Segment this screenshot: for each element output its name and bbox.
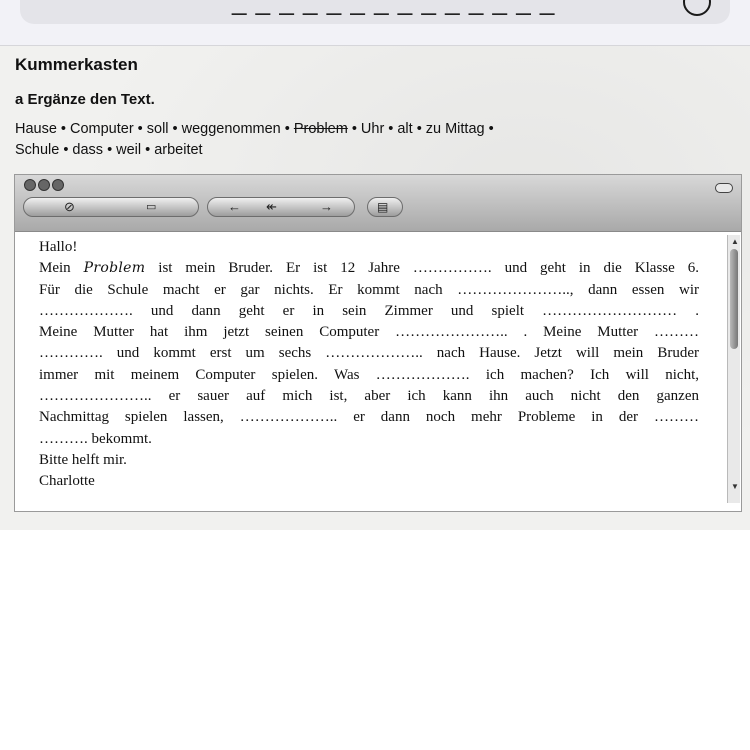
word-bank-separator: •	[63, 142, 69, 158]
letter-line: …………. und kommt erst um sechs ……………….. nach Hause. Jetzt will mein Bruder	[39, 345, 699, 362]
back-arrow-icon[interactable]: ←	[228, 199, 241, 214]
word-bank-item: arbeitet	[154, 142, 203, 158]
minimize-window-icon[interactable]	[38, 179, 50, 191]
section-title: Kummerkasten	[15, 55, 138, 74]
forward-arrow-icon[interactable]: →	[320, 199, 333, 214]
print-button[interactable]	[367, 197, 403, 217]
letter-line-rest: ist mein Bruder. Er ist 12 Jahre ……………. und geht in die Klasse 6.	[145, 260, 700, 277]
toolbar-group-nav	[207, 197, 355, 217]
handwritten-answer: Problem	[83, 260, 146, 277]
letter-line: ………………. und dann geht er in sein Zimmer und spielt ……………………… .	[39, 302, 699, 319]
stop-icon[interactable]: ⊘	[64, 199, 75, 214]
document-icon[interactable]: ▭	[146, 201, 157, 213]
word-bank-separator: •	[388, 121, 394, 137]
top-bar	[0, 0, 750, 46]
letter-text	[39, 237, 699, 493]
word-bank-item: Uhr	[360, 121, 385, 137]
scroll-down-icon[interactable]: ▼	[731, 482, 739, 491]
scrollbar[interactable]	[727, 235, 740, 503]
letter-line: Meine Mutter hat ihm jetzt seinen Computer ………………….. . Meine Mutter ………	[39, 324, 699, 341]
word-bank-item: dass	[72, 142, 104, 158]
letter-line	[39, 258, 699, 279]
word-bank-separator: •	[60, 121, 66, 137]
word-bank-separator: •	[351, 121, 357, 137]
print-icon: ▤	[377, 200, 389, 214]
letter-line: ………. bekommt.	[39, 430, 152, 447]
word-bank-separator: •	[137, 121, 143, 137]
mail-window	[14, 174, 742, 512]
word-bank-item: Computer	[70, 121, 134, 137]
close-window-icon[interactable]	[24, 179, 36, 191]
word-bank-separator: •	[107, 142, 113, 158]
word-bank-item: weil	[116, 142, 142, 158]
word-bank-item: soll	[146, 121, 169, 137]
word-bank-item: Hause	[15, 121, 57, 137]
word-bank-separator: •	[284, 121, 290, 137]
top-clipped-text: _ _ _ _ _ _ _ _ _ _ _ _ _ _	[232, 0, 556, 16]
scroll-up-icon[interactable]: ▲	[731, 237, 739, 246]
zoom-window-icon[interactable]	[52, 179, 64, 191]
word-bank-separator: •	[416, 121, 422, 137]
letter-word: Mein	[39, 260, 71, 277]
word-bank	[15, 119, 715, 161]
word-bank-item: alt	[397, 121, 413, 137]
letter-line: Hallo!	[39, 239, 78, 255]
window-titlebar	[15, 175, 741, 232]
word-bank-separator: •	[145, 142, 151, 158]
letter-line: ………………….. er sauer auf mich ist, aber ich kann ihn auch nicht den ganzen	[39, 388, 699, 405]
letter-line: Nachmittag spielen lassen, ……………….. er dann noch mehr Probleme in der ………	[39, 409, 699, 426]
word-bank-item: zu Mittag	[425, 121, 485, 137]
letter-signature: Charlotte	[39, 473, 95, 490]
letter-line: immer mit meinem Computer spielen. Was ………………. ich machen? Ich will nicht,	[39, 366, 699, 383]
toolbar-group-left	[23, 197, 199, 217]
word-bank-item: weggenommen	[181, 121, 281, 137]
word-bank-separator: •	[488, 121, 494, 137]
word-bank-separator: •	[172, 121, 178, 137]
word-bank-item: Schule	[15, 142, 60, 158]
rewind-icon[interactable]: ↞	[266, 199, 277, 214]
letter-line: Bitte helft mir.	[39, 451, 127, 468]
task-title: a Ergänze den Text.	[15, 91, 155, 108]
toolbar-toggle-icon[interactable]	[715, 183, 733, 193]
word-bank-item: Problem	[293, 121, 348, 137]
scroll-thumb[interactable]	[730, 249, 738, 349]
letter-line: Für die Schule macht er gar nichts. Er kommt nach ………………….., dann essen wir	[39, 281, 699, 298]
